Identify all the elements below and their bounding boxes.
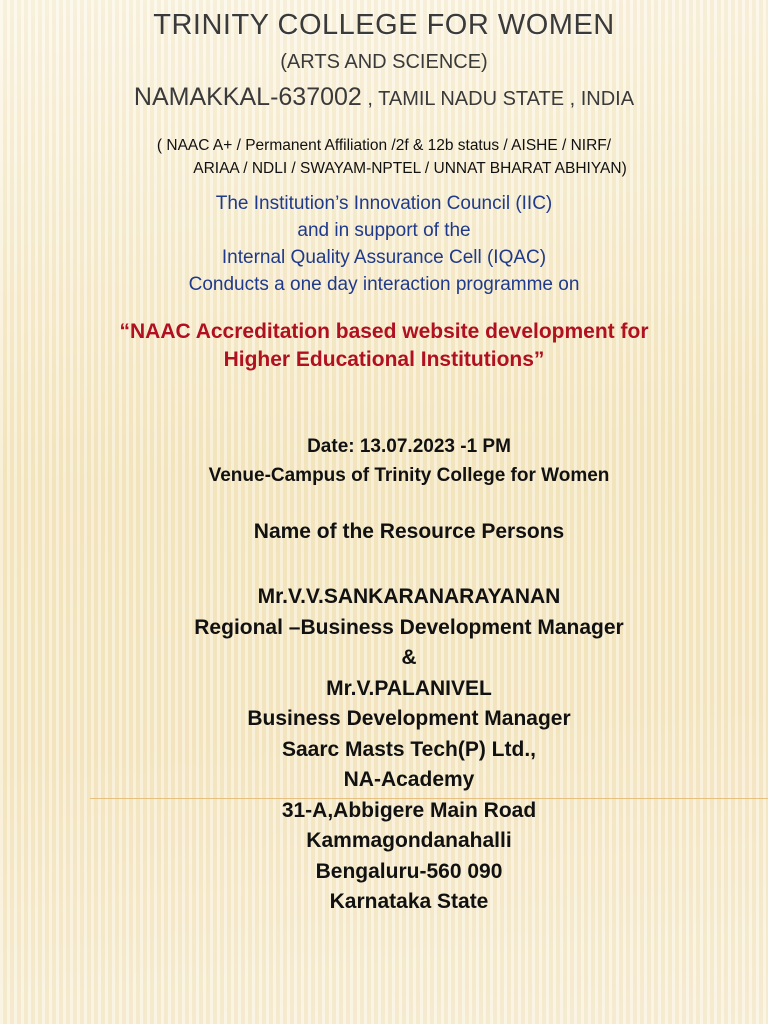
event-details (50, 432, 768, 490)
resource-person-line: & (401, 646, 417, 669)
event-date: Date: 13.07.2023 -1 PM (307, 436, 511, 457)
organizer-line: and in support of the (297, 220, 471, 241)
resource-persons (50, 582, 768, 918)
college-stream: (ARTS AND SCIENCE) (280, 51, 488, 73)
affiliation-line: ( NAAC A+ / Permanent Affiliation /2f & 12b status / AISHE / NIRF/ (156, 137, 612, 154)
resource-person-line: Mr.V.PALANIVEL (326, 676, 492, 700)
college-address (0, 82, 768, 114)
resource-person-line: Saarc Masts Tech(P) Ltd., (281, 737, 536, 761)
resource-person-line: NA-Academy (343, 768, 475, 791)
organizer-line: Conducts a one day interaction programme on (188, 274, 580, 295)
organizers (0, 190, 768, 298)
programme-title-line: Higher Educational Institutions” (223, 348, 545, 371)
address-state: , TAMIL NADU STATE , INDIA (361, 88, 635, 110)
programme-title (0, 318, 768, 374)
resource-person-line: Mr.V.V.SANKARANARAYANAN (257, 585, 561, 608)
resource-person-line: Business Development Manager (247, 707, 571, 730)
college-title: TRINITY COLLEGE FOR WOMEN (153, 9, 615, 41)
organizer-line: The Institution’s Innovation Council (IIC) (215, 193, 553, 214)
resource-person-line: Bengaluru-560 090 (315, 859, 503, 883)
programme-title-line: “NAAC Accreditation based website development for (119, 320, 649, 343)
address-city: NAMAKKAL-637002 (133, 83, 362, 111)
event-venue: Venue-Campus of Trinity College for Women (208, 465, 610, 486)
resource-heading: Name of the Resource Persons (253, 520, 565, 543)
resource-person-line: 31-A,Abbigere Main Road (281, 798, 537, 822)
resource-person-line: Kammagondanahalli (306, 829, 512, 852)
resource-person-line: Karnataka State (329, 890, 489, 913)
resource-person-line: Regional –Business Development Manager (194, 615, 624, 639)
organizer-line: Internal Quality Assurance Cell (IQAC) (221, 247, 547, 268)
affiliation-line: ARIAA / NDLI / SWAYAM-NPTEL / UNNAT BHARAT ABHIYAN) (193, 160, 627, 177)
affiliations (0, 134, 768, 180)
